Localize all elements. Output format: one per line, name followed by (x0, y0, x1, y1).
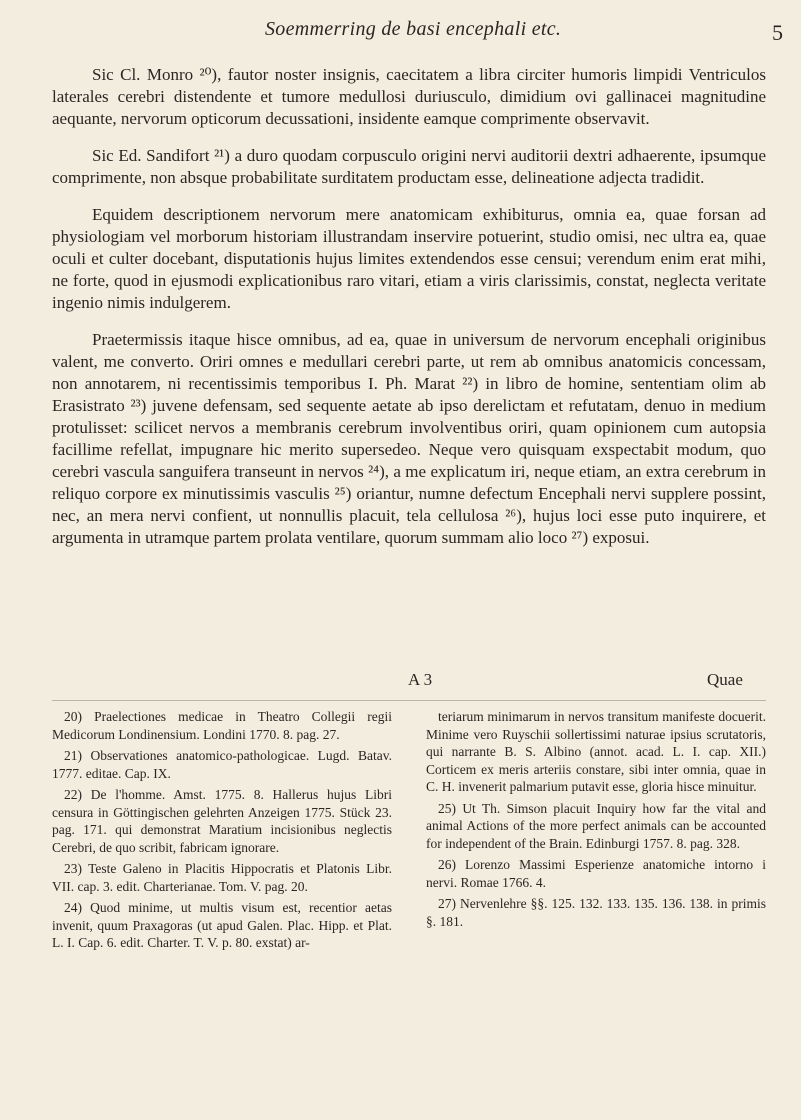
footnote-divider (52, 700, 766, 701)
page-number: 5 (772, 20, 783, 45)
page-header (0, 12, 801, 45)
signature-mark: A 3 (408, 670, 433, 689)
body-paragraph: Sic Ed. Sandifort ²¹) a duro quodam corpusculo origini nervi auditorii dextri adhaerente, ipsumque comprimente, non absque probabilitate surditatem productam esse, delineatione adjecta tradidit. (52, 146, 766, 187)
footnote: teriarum minimarum in nervos transitum manifeste docuerit. Minime vero Ruyschii sollertissimi naturae ipsius scrutatoris, qui narrante B. S. Albino (annot. acad. L. I. cap. XII.) Corticem ex meris arteriis constare, sibi inter omnia, quae in C. H. invenerit palmarium putavit esse, gloria hisce minuitur. (426, 709, 766, 794)
footnote: 25) Ut Th. Simson placuit Inquiry how far the vital and animal Actions of the more perfect animals can be accounted for independent of the Brain. Edinburgi 1757. 8. pag. 328. (426, 800, 766, 851)
footnote: 24) Quod minime, ut multis visum est, recentior aetas invenit, quum Praxagoras (ut apud Galen. Plac. Hipp. et Plat. L. I. Cap. 6. edit. Charter. T. V. p. 80. exstat) ar- (52, 900, 392, 950)
footnotes (52, 708, 766, 956)
footnotes-left-column (52, 708, 392, 956)
footnote: 27) Nervenlehre §§. 125. 132. 133. 135. 136. 138. in primis §. 181. (426, 896, 766, 929)
main-text (52, 64, 766, 564)
signature-line (0, 670, 801, 696)
footnotes-right-column (426, 708, 766, 956)
body-paragraph: Equidem descriptionem nervorum mere anatomicam exhibiturus, omnia ea, quae forsan ad physiologiam vel morborum historiam illustrandam inservire potuerint, studio omisi, nec ultra ea, quae oculi et culter docebant, disputationis hujus limites extendendos esse censui; verendum enim erat mihi, ne forte, quod in ejusmodi explicationibus raro vitari, etiam a viris clarissimis, constat, neglecta veritate ingenio nimis indulgerem. (52, 205, 766, 312)
catchword: Quae (707, 670, 743, 689)
footnote: 21) Observationes anatomico-pathologicae. Lugd. Batav. 1777. editae. Cap. IX. (52, 748, 392, 781)
running-title: Soemmerring de basi encephali etc. (265, 18, 562, 40)
body-paragraph: Praetermissis itaque hisce omnibus, ad ea, quae in universum de nervorum encephali originibus valent, me converto. Oriri omnes e medullari cerebri parte, ut rem ab omnibus anatomicis concessam, non annotarem, ni recentissimis temporibus I. Ph. Marat ²²) in libro de homine, sententiam olim ab Erasistrato ²³) juvene defensam, sed sequente aetate ab ipso derelictam et refutatam, denuo in medium protulisset: scilicet nervos a membranis cerebrum involventibus oriri, quam opinionem cum autopsia facillime refellat, impugnare hic merito supersedeo. Neque vero quisquam exspectabit modum, quo cerebri vascula sanguifera transeunt in nervos ²⁴), a me explicatum iri, neque etiam, an extra cerebrum in reliquo corpore ex minutissimis vasculis ²⁵) oriantur, numne defectum Encephali nervi supplere possint, nec, an mera nervi confient, ut nonnullis placuit, tela cellulosa ²⁶), hujus loci esse puto inquirere, et argumenta in utramque partem prolata ventilare, quorum summam alio loco ²⁷) exposui. (52, 330, 766, 547)
footnote: 22) De l'homme. Amst. 1775. 8. Hallerus hujus Libri censura in Göttingischen gelehrten Anzeigen 1775. Stück 23. pag. 171. qui demonstrat Maratium incisionibus neglectis Cerebri, de quo scribit, fabricam ignorare. (52, 787, 392, 855)
footnote: 26) Lorenzo Massimi Esperienze anatomiche intorno i nervi. Romae 1766. 4. (426, 857, 766, 890)
body-paragraph: Sic Cl. Monro ²⁰), fautor noster insignis, caecitatem a libra circiter humoris limpidi Ventriculos laterales cerebri distendente et tumore medullosi duriusculo, dimidium ovi gallinacei magnitudine aequante, nervorum opticorum decussationi, insidente eamque comprimente observavit. (52, 65, 766, 128)
footnote: 23) Teste Galeno in Placitis Hippocratis et Platonis Libr. VII. cap. 3. edit. Charterianae. Tom. V. pag. 20. (52, 861, 392, 894)
footnote: 20) Praelectiones medicae in Theatro Collegii regii Medicorum Londinensium. Londini 1770. 8. pag. 27. (52, 709, 392, 742)
